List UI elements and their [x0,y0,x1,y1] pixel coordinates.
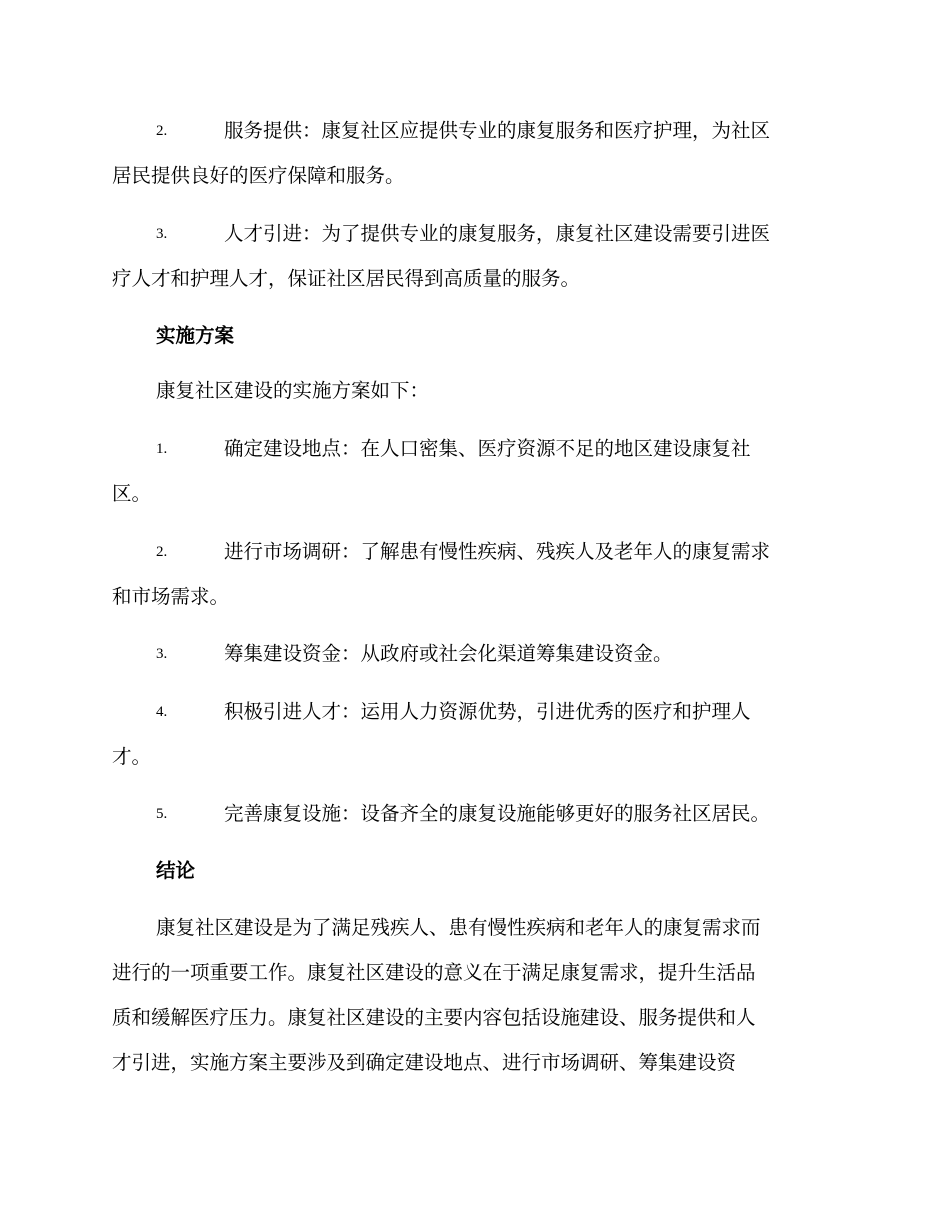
list-item-continuation: 疗人才和护理人才，保证社区居民得到高质量的服务。 [112,267,581,290]
list-number: 5. [156,806,168,822]
paragraph-line: 质和缓解医疗压力。康复社区建设的主要内容包括设施建设、服务提供和人 [112,1006,756,1029]
list-item-text: 筹集建设资金：从政府或社会化渠道筹集建设资金。 [224,642,673,665]
list-item-continuation: 区。 [112,482,152,505]
paragraph-line: 康复社区建设是为了满足残疾人、患有慢性疾病和老年人的康复需求而 [156,916,761,939]
list-item [112,699,834,770]
list-item-text: 进行市场调研：了解患有慢性疾病、残疾人及老年人的康复需求 [224,540,771,563]
list-item-text: 人才引进：为了提供专业的康复服务，康复社区建设需要引进医 [224,222,771,245]
list-item [112,221,834,292]
list-item [112,539,834,610]
list-number: 3. [156,226,168,242]
section-heading-plan: 实施方案 [156,324,235,347]
list-number: 2. [156,544,168,560]
list-number: 4. [156,704,168,720]
section-heading-conclusion: 结论 [156,859,196,882]
paragraph-line: 进行的一项重要工作。康复社区建设的意义在于满足康复需求，提升生活品 [112,961,756,984]
list-item [112,118,834,189]
list-item-continuation: 居民提供良好的医疗保障和服务。 [112,164,405,187]
list-item [112,801,834,827]
list-item-text: 服务提供：康复社区应提供专业的康复服务和医疗护理，为社区 [224,119,771,142]
paragraph-line: 才引进，实施方案主要涉及到确定建设地点、进行市场调研、筹集建设资 [112,1051,737,1074]
section-intro: 康复社区建设的实施方案如下： [156,379,430,402]
list-item-text: 完善康复设施：设备齐全的康复设施能够更好的服务社区居民。 [224,802,771,825]
list-number: 3. [156,646,168,662]
list-item [112,641,834,667]
list-item-text: 积极引进人才：运用人力资源优势，引进优秀的医疗和护理人 [224,700,751,723]
list-number: 2. [156,123,168,139]
conclusion-paragraph [112,915,834,1076]
list-number: 1. [156,441,168,457]
list-item-text: 确定建设地点：在人口密集、医疗资源不足的地区建设康复社 [224,437,751,460]
list-item-continuation: 才。 [112,745,152,768]
list-item-continuation: 和市场需求。 [112,585,230,608]
list-item [112,436,834,507]
